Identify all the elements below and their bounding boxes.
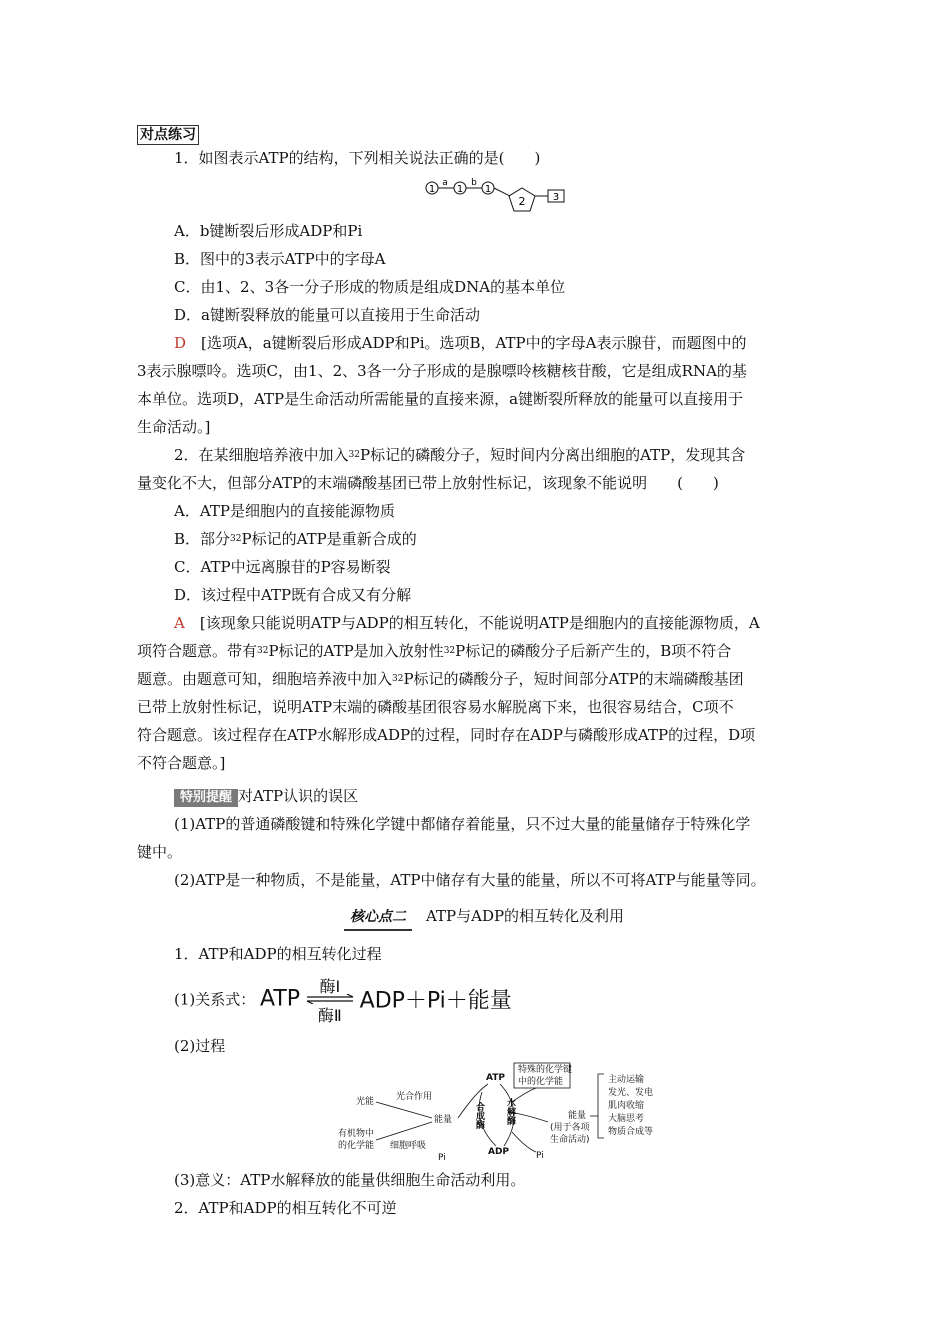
core-title: ATP与ADP的相互转化及利用 [426,907,625,925]
label-use-3: 生命活动) [550,1135,590,1145]
diagram-num-1a: 1 [428,184,436,195]
formula-left: ATP [260,986,301,1012]
reminder-p1b: 键中。 [137,843,183,861]
enzyme-1: 酶Ⅰ [319,977,341,996]
process-label: (2)过程 [174,1037,226,1055]
box-text-1: 特殊的化学键 [518,1065,573,1075]
label-adp: ADP [488,1147,510,1157]
q2-explanation-3: 题意。由题意可知，细胞培养液中加入$^{32}$P标记的磷酸分子，短时间部分ATP的末端磷酸基团 [137,670,744,688]
reminder-tag: 特别提醒 [174,789,238,807]
q2-stem-2: 量变化不大，但部分ATP的末端磷酸基团已带上放射性标记，该现象不能说明 ( ) [137,474,719,492]
q1-option-c: C．由1、2、3各一分子形成的物质是组成DNA的基本单位 [174,278,566,296]
use-item-4: 大脑思考 [608,1114,645,1124]
label-organic-2: 的化学能 [338,1141,375,1151]
diagram-label-b: b [471,178,477,188]
q2-explanation-2: 项符合题意。带有$^{32}$P标记的ATP是加入放射性$^{32}$P标记的磷酸分子后新产生的，B项不符合 [137,642,732,660]
core-h2: 2．ATP和ADP的相互转化不可逆 [174,1199,397,1217]
use-item-5: 物质合成等 [608,1127,654,1137]
label-pi-right: Pi [536,1151,544,1161]
use-item-2: 发光、发电 [608,1088,654,1098]
reminder-heading [174,784,854,808]
label-atp: ATP [486,1073,506,1083]
label-use-1: 能量 [568,1111,587,1121]
box-text-2: 中的化学能 [518,1077,564,1087]
q1-option-b: B．图中的3表示ATP中的字母A [174,250,386,268]
label-photosynthesis: 光合作用 [396,1092,433,1102]
q2-option-d: D．该过程中ATP既有合成又有分解 [174,586,412,604]
q2-explanation-4: 已带上放射性标记，说明ATP末端的磷酸基团很容易水解脱离下来，也很容易结合，C项不 [137,698,734,716]
label-pi-left: Pi [438,1153,446,1163]
q1-stem: 1．如图表示ATP的结构，下列相关说法正确的是( ) [174,149,541,167]
label-energy: 能量 [434,1115,453,1125]
q1-explanation-2: 3表示腺嘌呤。选项C，由1、2、3各一分子形成的是腺嘌呤核糖核苷酸，它是组成RNA的基 [137,362,747,380]
formula-label: (1)关系式： [174,990,256,1009]
label-hydrolase: 水解酶 [505,1098,515,1125]
atp-adp-formula [174,976,512,1025]
diagram-num-2: 2 [518,195,526,208]
enzyme-2: 酶Ⅱ [317,1006,342,1025]
reminder-p1a: (1)ATP的普通磷酸键和特殊化学键中都储存着能量，只不过大量的能量储存于特殊化学 [174,815,751,833]
q2-option-c: C．ATP中远离腺苷的P容易断裂 [174,558,391,576]
q2-explanation-5: 符合题意。该过程存在ATP水解形成ADP的过程，同时存在ADP与磷酸形成ATP的过程，D项 [137,726,756,744]
diagram-num-3: 3 [552,192,560,203]
q1-explanation-4: 生命活动。] [137,418,211,436]
q1-answer: D [174,334,187,352]
q2-stem-1: 2．在某细胞培养液中加入$^{32}$P标记的磷酸分子，短时间内分离出细胞的ATP，发现其含 [174,446,746,464]
formula-arrows [305,976,355,1025]
diagram-num-1c: 1 [484,184,492,195]
q2-option-b: B．部分$^{32}$P标记的ATP是重新合成的 [174,530,417,548]
use-item-1: 主动运输 [608,1075,645,1085]
q1-explanation-1: D [选项A，a键断裂后形成ADP和Pi。选项B，ATP中的字母A表示腺苷，而题图中的 [174,334,747,352]
core-tag: 核心点二 [344,905,412,931]
label-use-2: (用于各项 [550,1123,590,1133]
formula-right: ADP＋Pi＋能量 [359,988,512,1014]
q1-option-a: A．b键断裂后形成ADP和Pi [174,222,363,240]
atp-cycle-diagram [336,1062,676,1166]
core-h1: 1．ATP和ADP的相互转化过程 [174,945,382,963]
label-synthase: 合成酶 [474,1102,484,1129]
use-item-3: 肌肉收缩 [608,1101,645,1111]
label-respiration: 细胞呼吸 [390,1141,427,1151]
q2-explanation-1: A [该现象只能说明ATP与ADP的相互转化，不能说明ATP是细胞内的直接能源物质，A [174,614,760,632]
label-organic-1: 有机物中 [338,1129,375,1139]
atp-structure-diagram [424,176,574,216]
core-heading [344,904,950,931]
reminder-p2: (2)ATP是一种物质，不是能量，ATP中储存有大量的能量，所以不可将ATP与能量等同。 [174,871,766,889]
diagram-num-1b: 1 [456,184,464,195]
q1-option-d: D．a键断裂释放的能量可以直接用于生命活动 [174,306,480,324]
meaning-line: (3)意义：ATP水解释放的能量供细胞生命活动利用。 [174,1171,526,1189]
reminder-title: 对ATP认识的误区 [238,787,359,805]
diagram-label-a: a [442,178,448,188]
q1-explanation-3: 本单位。选项D，ATP是生命活动所需能量的直接来源，a键断裂所释放的能量可以直接用于 [137,390,744,408]
q2-answer: A [174,614,185,632]
section-tag: 对点练习 [137,125,199,145]
q2-option-a: A．ATP是细胞内的直接能源物质 [174,502,395,520]
label-light-energy: 光能 [356,1097,375,1107]
practice-heading [137,122,817,146]
q2-explanation-6: 不符合题意。] [137,754,226,772]
